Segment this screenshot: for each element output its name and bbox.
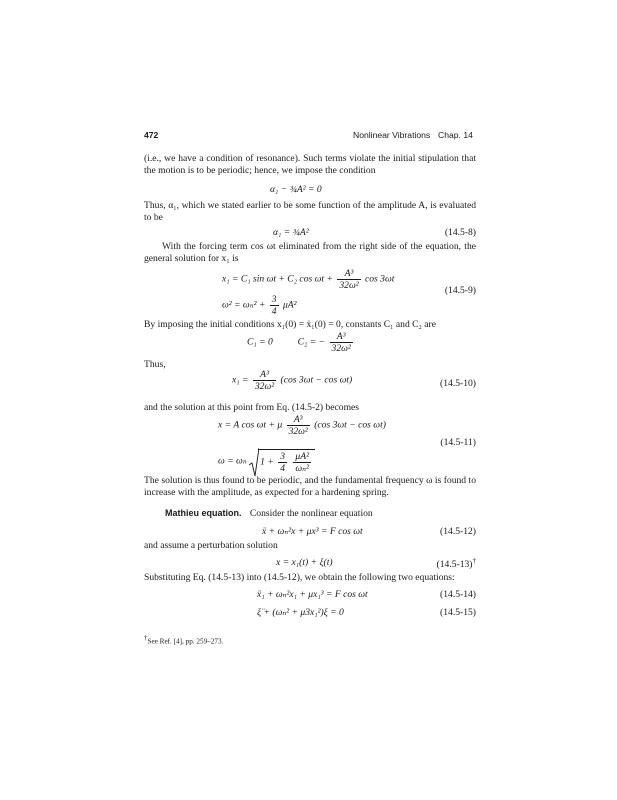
radical-sign-icon bbox=[249, 447, 259, 477]
equation-constants bbox=[247, 331, 355, 354]
equation-number-14-5-13-text: (14.5-13) bbox=[436, 559, 473, 571]
paragraph-periodic: The solution is thus found to be periodic, and the fundamental frequency ω is found to increase with the amplitude, as expected for a hardening spring. bbox=[144, 475, 476, 499]
eq9-line1-right: cos 3ωt bbox=[365, 273, 395, 285]
equation-14-5-10 bbox=[232, 369, 352, 392]
constant-c1: C₁ = 0 bbox=[247, 336, 273, 348]
running-title: Nonlinear Vibrations bbox=[353, 130, 431, 140]
paragraph-substituting: Substituting Eq. (14.5-13) into (14.5-12), we obtain the following two equations: bbox=[144, 572, 455, 583]
eq11-line1-right: (cos 3ωt − cos ωt) bbox=[314, 419, 386, 431]
eq11-frac-three-quarters bbox=[278, 451, 287, 474]
eq9-frac-num: A³ bbox=[344, 268, 354, 279]
paragraph-resonance: (i.e., we have a condition of resonance). Such terms violate the initial stipulation that the motion is to be periodic; hence, we impose the condition bbox=[144, 153, 476, 177]
equation-number-14-5-9: (14.5-9) bbox=[444, 285, 476, 296]
paragraph-forcing-term: With the forcing term cos ωt eliminated from the right side of the equation, the general solution for x₁ is bbox=[144, 241, 476, 265]
constant-c2-left: C₂ = − bbox=[297, 336, 326, 348]
eq10-num: A³ bbox=[260, 369, 269, 380]
paragraph-solution: and the solution at this point from Eq. (14.5-2) becomes bbox=[144, 402, 360, 413]
eq10-den: 32ω² bbox=[254, 381, 275, 393]
eq9-line2-right: μA² bbox=[282, 299, 297, 311]
footnote-dagger: † bbox=[144, 634, 148, 642]
footnote bbox=[144, 634, 223, 647]
eq11-line1-fraction bbox=[287, 414, 310, 437]
equation-14-5-14: ẍ₁ + ωₙ²x₁ + μx₁³ = F cos ωt bbox=[257, 589, 368, 600]
paragraph-initial-conditions: By imposing the initial conditions x₁(0) = ẋ₁(0) = 0, constants C₁ and C₂ are bbox=[144, 319, 436, 330]
footnote-text: See Ref. [4], pp. 259–273. bbox=[147, 637, 224, 646]
equation-number-14-5-14: (14.5-14) bbox=[440, 589, 476, 600]
mathieu-section bbox=[165, 508, 373, 520]
equation-14-5-12: ẍ + ωₙ²x + μx³ = F cos ωt bbox=[262, 526, 363, 537]
equation-14-5-15: ξ̈ + (ωₙ² + μ3x₁²)ξ = 0 bbox=[257, 607, 344, 618]
square-root-contents bbox=[258, 449, 315, 474]
equation-alpha-condition: α₁ − ¾A² = 0 bbox=[270, 184, 322, 195]
thus-label: Thus, bbox=[144, 359, 166, 370]
equation-number-14-5-11: (14.5-11) bbox=[440, 437, 476, 448]
equation-number-14-5-12: (14.5-12) bbox=[440, 526, 476, 537]
eq9-line2-den: 4 bbox=[271, 306, 277, 318]
constant-c2-fraction bbox=[330, 331, 353, 354]
mathieu-heading: Mathieu equation. bbox=[165, 508, 242, 518]
eq9-fraction bbox=[337, 268, 360, 291]
eq9-line2-num: 3 bbox=[271, 294, 277, 305]
equation-number-14-5-10: (14.5-10) bbox=[440, 378, 476, 389]
equation-number-14-5-8: (14.5-8) bbox=[444, 227, 476, 238]
equation-number-14-5-13 bbox=[437, 557, 476, 572]
equation-number-14-5-15: (14.5-15) bbox=[440, 607, 476, 618]
eq11-line1-num: A³ bbox=[293, 414, 303, 425]
eq10-left: x₁ = bbox=[232, 374, 249, 386]
mathieu-intro: Consider the nonlinear equation bbox=[249, 508, 373, 519]
equation-14-5-11-line2 bbox=[218, 449, 315, 474]
footnote-marker: † bbox=[472, 557, 476, 565]
constant-c2-den: 32ω² bbox=[331, 343, 351, 355]
eq11-num1: 3 bbox=[280, 451, 285, 462]
eq11-inner-left: 1 + bbox=[260, 456, 274, 468]
eq10-fraction bbox=[253, 369, 276, 392]
eq11-num2: μA² bbox=[295, 451, 309, 462]
eq10-right: (cos 3ωt − cos ωt) bbox=[280, 374, 353, 386]
equation-14-5-9-line1 bbox=[222, 268, 394, 291]
square-root bbox=[249, 449, 315, 474]
equation-14-5-13: x = x₁(t) + ξ(t) bbox=[276, 557, 333, 568]
equation-14-5-9-line2 bbox=[222, 294, 297, 317]
page-number: 472 bbox=[144, 130, 159, 140]
eq9-frac-den: 32ω² bbox=[339, 280, 359, 292]
eq11-line2-left: ω = ωₙ bbox=[218, 455, 247, 467]
eq9-line1-left: x₁ = C₁ sin ωt + C₂ cos ωt + bbox=[222, 273, 333, 285]
equation-14-5-8: α₁ = ¾A² bbox=[273, 227, 309, 238]
eq11-line1-left: x = A cos ωt + μ bbox=[218, 419, 283, 431]
paragraph-alpha: Thus, α₁, which we stated earlier to be some function of the amplitude A, is evaluated to be bbox=[144, 200, 476, 224]
chapter-label: Chap. 14 bbox=[438, 130, 473, 140]
eq11-den2: ωₙ² bbox=[293, 462, 311, 474]
equation-14-5-11-line1 bbox=[218, 414, 386, 437]
eq11-line1-den: 32ω² bbox=[288, 426, 308, 438]
paragraph-perturbation: and assume a perturbation solution bbox=[144, 540, 278, 551]
eq11-den1: 4 bbox=[280, 463, 285, 475]
constant-c2-num: A³ bbox=[336, 331, 346, 342]
eq9-line2-fraction bbox=[270, 294, 279, 317]
eq9-line2-left: ω² = ωₙ² + bbox=[222, 299, 266, 311]
eq11-frac-mu-a bbox=[293, 451, 311, 474]
